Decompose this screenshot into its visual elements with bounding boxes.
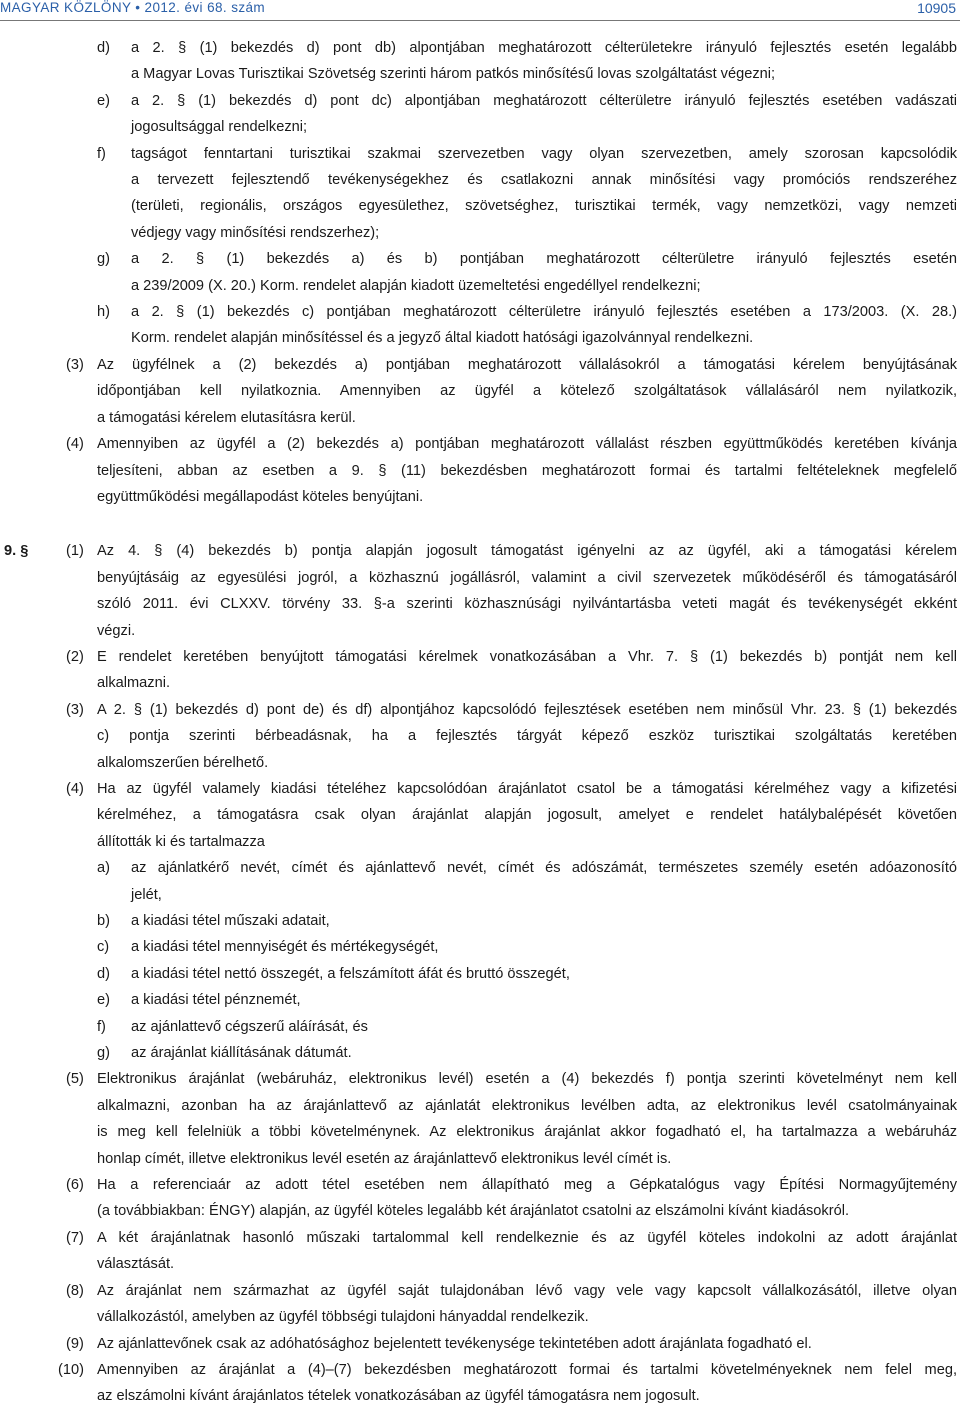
paragraph-line: honlap címét, illetve elektronikus levél esetén az árajánlattevő elektronikus levél címét is.: [97, 1150, 672, 1167]
list-item-marker: g): [97, 1045, 110, 1062]
paragraph: [0, 776, 960, 855]
list-item-line: a 2. § (1) bekezdés c) pontjában meghatározott célterületre irányuló fejlesztés esetében a 173/2003. (X. 28.): [131, 304, 957, 321]
paragraph-marker: (4): [66, 780, 84, 797]
list-item-marker: c): [97, 939, 110, 956]
paragraph-line: Az árajánlat nem származhat az ügyfél saját tulajdonában lévő vagy vele vagy kapcsolt vállalkozásától, illetve olyan: [97, 1282, 957, 1299]
paragraph-line: is meg kell felelniük a többi követelménynek. Az elektronikus árajánlat akkor fogadható el, ha tartalmazza a webáruház: [97, 1124, 957, 1141]
paragraph-line: együttműködési megállapodást köteles benyújtani.: [97, 488, 424, 505]
list-item-marker: d): [97, 40, 110, 56]
paragraph: [0, 431, 960, 510]
list-item: [0, 908, 960, 934]
paragraph-line: c) pontja szerinti bérbeadásnak, ha a fejlesztés tárgyát képező eszköz turisztikai szolgáltatás keretében: [97, 728, 957, 745]
paragraph-line: Amennyiben az árajánlat a (4)–(7) bekezdésben meghatározott formai és tartalmi követelményeknek nem felel meg,: [97, 1361, 957, 1378]
list-item: [0, 246, 960, 299]
paragraph-line: alkalmazni, azonban ha az árajánlattevő az ajánlatát elektronikus levélben adta, az elektronikus levél csatolmányainak: [97, 1097, 957, 1114]
paragraph: [0, 1278, 960, 1331]
paragraph-line: Az 4. § (4) bekezdés b) pontja alapján jogosult támogatást igényelni az az ügyfél, aki a támogatási kérelem: [97, 543, 957, 560]
paragraph-marker: (9): [66, 1335, 84, 1352]
paragraph-marker: (4): [66, 436, 84, 453]
paragraph-line: vállalkozástól, amelyben az ügyfél többségi tulajdoni hányaddal rendelkezik.: [97, 1309, 589, 1326]
paragraph-marker: (5): [66, 1071, 84, 1088]
paragraph-line: végzi.: [97, 622, 136, 639]
list-item-line: tagságot fenntartani turisztikai szakmai szervezetben vagy olyan szervezetben, amely szorosan kapcsolódik: [131, 145, 957, 162]
page-header: [0, 0, 960, 22]
list-item-line: a 2. § (1) bekezdés a) és b) pontjában meghatározott célterületre irányuló fejlesztés esetén: [131, 251, 957, 268]
list-item: [0, 855, 960, 908]
list-item-line: Korm. rendelet alapján minősítéssel és a jegyző által kiadott hatósági igazolvánnyal rendelkezni.: [131, 330, 754, 347]
section-gap: [0, 510, 960, 538]
paragraph: [0, 697, 960, 776]
paragraph-line: kérelméhez, a támogatásra csak olyan árajánlat alapján jogosult, amelyet e rendelet hatálybalépését követően: [97, 807, 957, 824]
paragraph-line: Ha a referenciaár az adott tétel esetében nem állapítható meg a Gépkatalógus vagy Építési Normagyűjtemény: [97, 1177, 957, 1194]
list-item: [0, 35, 960, 88]
section-label: 9. §: [4, 543, 29, 560]
list-item: [0, 1014, 960, 1040]
paragraph-line: Az ügyfélnek a (2) bekezdés a) pontjában meghatározott vállalásokról a támogatási kérelem benyújtásának: [97, 356, 957, 373]
paragraph-line: Ha az ügyfél valamely kiadási tételéhez kapcsolódóan árajánlatot csatol be a támogatási kérelméhez vagy a kifizetési: [97, 780, 957, 797]
list-item: [0, 961, 960, 987]
paragraph-line: E rendelet keretében benyújtott támogatási kérelmek vonatkozásában a Vhr. 7. § (1) bekezdés b) pontját nem kell: [97, 648, 957, 665]
list-item-line: a 2. § (1) bekezdés d) pont dc) alpontjában meghatározott célterületre irányuló fejlesztés esetében vadászati: [131, 92, 957, 109]
paragraph-line: Elektronikus árajánlat (webáruház, elektronikus levél) esetén a (4) bekezdés f) pontja szerinti követelményt nem kell: [97, 1071, 957, 1088]
list-item-line: a 239/2009 (X. 20.) Korm. rendelet alapján kiadott üzemeltetési engedéllyel rendelkezni;: [131, 277, 701, 294]
list-item-line: a kiadási tétel pénznemét,: [131, 992, 301, 1009]
list-item-line: a kiadási tétel műszaki adatait,: [131, 913, 330, 929]
paragraph: [0, 1357, 960, 1410]
header-rule: [0, 20, 960, 21]
list-item: [0, 88, 960, 141]
list-item-line: jogosultsággal rendelkezni;: [131, 119, 308, 136]
list-item: [0, 987, 960, 1013]
list-item-line: az árajánlat kiállításának dátumát.: [131, 1045, 352, 1062]
list-item-line: a Magyar Lovas Turisztikai Szövetség szerinti három patkós minősítésű lovas szolgáltatást végezni;: [131, 66, 776, 83]
paragraph: [0, 1225, 960, 1278]
paragraph-line: szóló 2011. évi CLXXV. törvény 33. §-a szerinti közhasznúsági nyilvántartásba veteti magát és tevékenységét ekként: [97, 596, 957, 613]
paragraph-line: választását.: [97, 1256, 175, 1273]
list-item-marker: f): [97, 145, 106, 162]
list-item-marker: b): [97, 913, 110, 929]
paragraph-marker: (7): [66, 1229, 84, 1246]
list-item-marker: d): [97, 965, 110, 982]
list-item: [0, 299, 960, 352]
paragraph: [0, 1331, 960, 1357]
paragraph-line: Az ajánlattevőnek csak az adóhatósághoz bejelentett tevékenysége tekintetében adott árajánlata fogadható el.: [97, 1335, 812, 1352]
paragraph: [0, 538, 960, 644]
paragraph: [0, 352, 960, 431]
paragraph-line: az elszámolni kívánt árajánlatos tételek vonatkozásában az ügyfél támogatásra nem jogosult.: [97, 1388, 700, 1405]
list-item: [0, 934, 960, 960]
paragraph-line: alkalmazni.: [97, 675, 170, 692]
paragraph-line: Amennyiben az ügyfél a (2) bekezdés a) pontjában meghatározott vállalást részben együttműködés keretében kívánja: [97, 436, 957, 453]
list-item-marker: e): [97, 92, 110, 109]
page-number: 10905: [917, 0, 956, 16]
list-item-marker: a): [97, 860, 110, 877]
list-item-line: a kiadási tétel nettó összegét, a felszámított áfát és bruttó összegét,: [131, 965, 570, 982]
list-item-line: jelét,: [131, 886, 162, 903]
list-item-line: a 2. § (1) bekezdés d) pont db) alpontjában meghatározott célterületekre irányuló fejlesztés esetén legalább: [131, 40, 957, 56]
paragraph-marker: (6): [66, 1177, 84, 1194]
paragraph: [0, 644, 960, 697]
paragraph-marker: (3): [66, 356, 84, 373]
paragraph-line: alkalomszerűen bérelhető.: [97, 754, 269, 771]
list-item-line: a tervezett fejlesztendő tevékenységekhez és csatlakozni annak minősítési vagy promóciós rendszeréhez: [131, 172, 957, 189]
list-item-marker: f): [97, 1018, 106, 1035]
paragraph-marker: (2): [66, 648, 84, 665]
paragraph-line: (a továbbiakban: ÉNGY) alapján, az ügyfél köteles legalább két árajánlatot csatolni az elszámolni kívánt kiadásokról.: [97, 1203, 849, 1220]
list-item-line: a kiadási tétel mennyiségét és mértékegységét,: [131, 939, 439, 956]
paragraph-line: teljesíteni, abban az esetben a 9. § (11) bekezdésben meghatározott formai és tartalmi feltételeknek megfelelő: [97, 462, 957, 479]
paragraph-marker: (1): [66, 543, 84, 560]
list-item: [0, 1040, 960, 1066]
paragraph-marker: (10): [58, 1361, 84, 1378]
paragraph-line: állították ki és tartalmazza: [97, 833, 265, 850]
paragraph-line: benyújtásáig az egyesülési jogról, a közhasznú jogállásról, valamint a civil szervezetek működéséről és támogatásáról: [97, 569, 957, 586]
list-item-marker: h): [97, 304, 110, 321]
paragraph-marker: (8): [66, 1282, 84, 1299]
document-body: [0, 35, 960, 1410]
journal-title: MAGYAR KÖZLÖNY • 2012. évi 68. szám: [0, 0, 266, 15]
paragraph-line: a támogatási kérelem elutasításra kerül.: [97, 409, 356, 426]
list-item-marker: e): [97, 992, 110, 1009]
list-item: [0, 141, 960, 247]
list-item-line: az ajánlatkérő nevét, címét és ajánlattevő nevét, címét és adószámát, természetes személy esetén adóazonosító: [131, 860, 957, 877]
list-item-marker: g): [97, 251, 110, 268]
paragraph: [0, 1066, 960, 1172]
paragraph-line: A két árajánlatnak hasonló műszaki tartalommal kell rendelkeznie és az ügyfél köteles indokolni az adott árajánlat: [97, 1229, 957, 1246]
paragraph-line: A 2. § (1) bekezdés d) pont de) és df) alpontjához kapcsolódó fejlesztések esetében nem minősül Vhr. 23. § (1) bekezdés: [97, 701, 957, 718]
paragraph-line: időpontjában kell nyilatkoznia. Amennyiben az ügyfél a kötelező szolgáltatások vállalásáról nem nyilatkozik,: [97, 383, 957, 400]
list-item-line: védjegy vagy minősítési rendszerhez);: [131, 224, 380, 241]
list-item-line: (területi, regionális, országos egyesülethez, szövetséghez, turisztikai termék, vagy nemzetközi, vagy nemzeti: [131, 198, 957, 215]
paragraph: [0, 1172, 960, 1225]
list-item-line: az ajánlattevő cégszerű aláírását, és: [131, 1018, 368, 1035]
paragraph-marker: (3): [66, 701, 84, 718]
